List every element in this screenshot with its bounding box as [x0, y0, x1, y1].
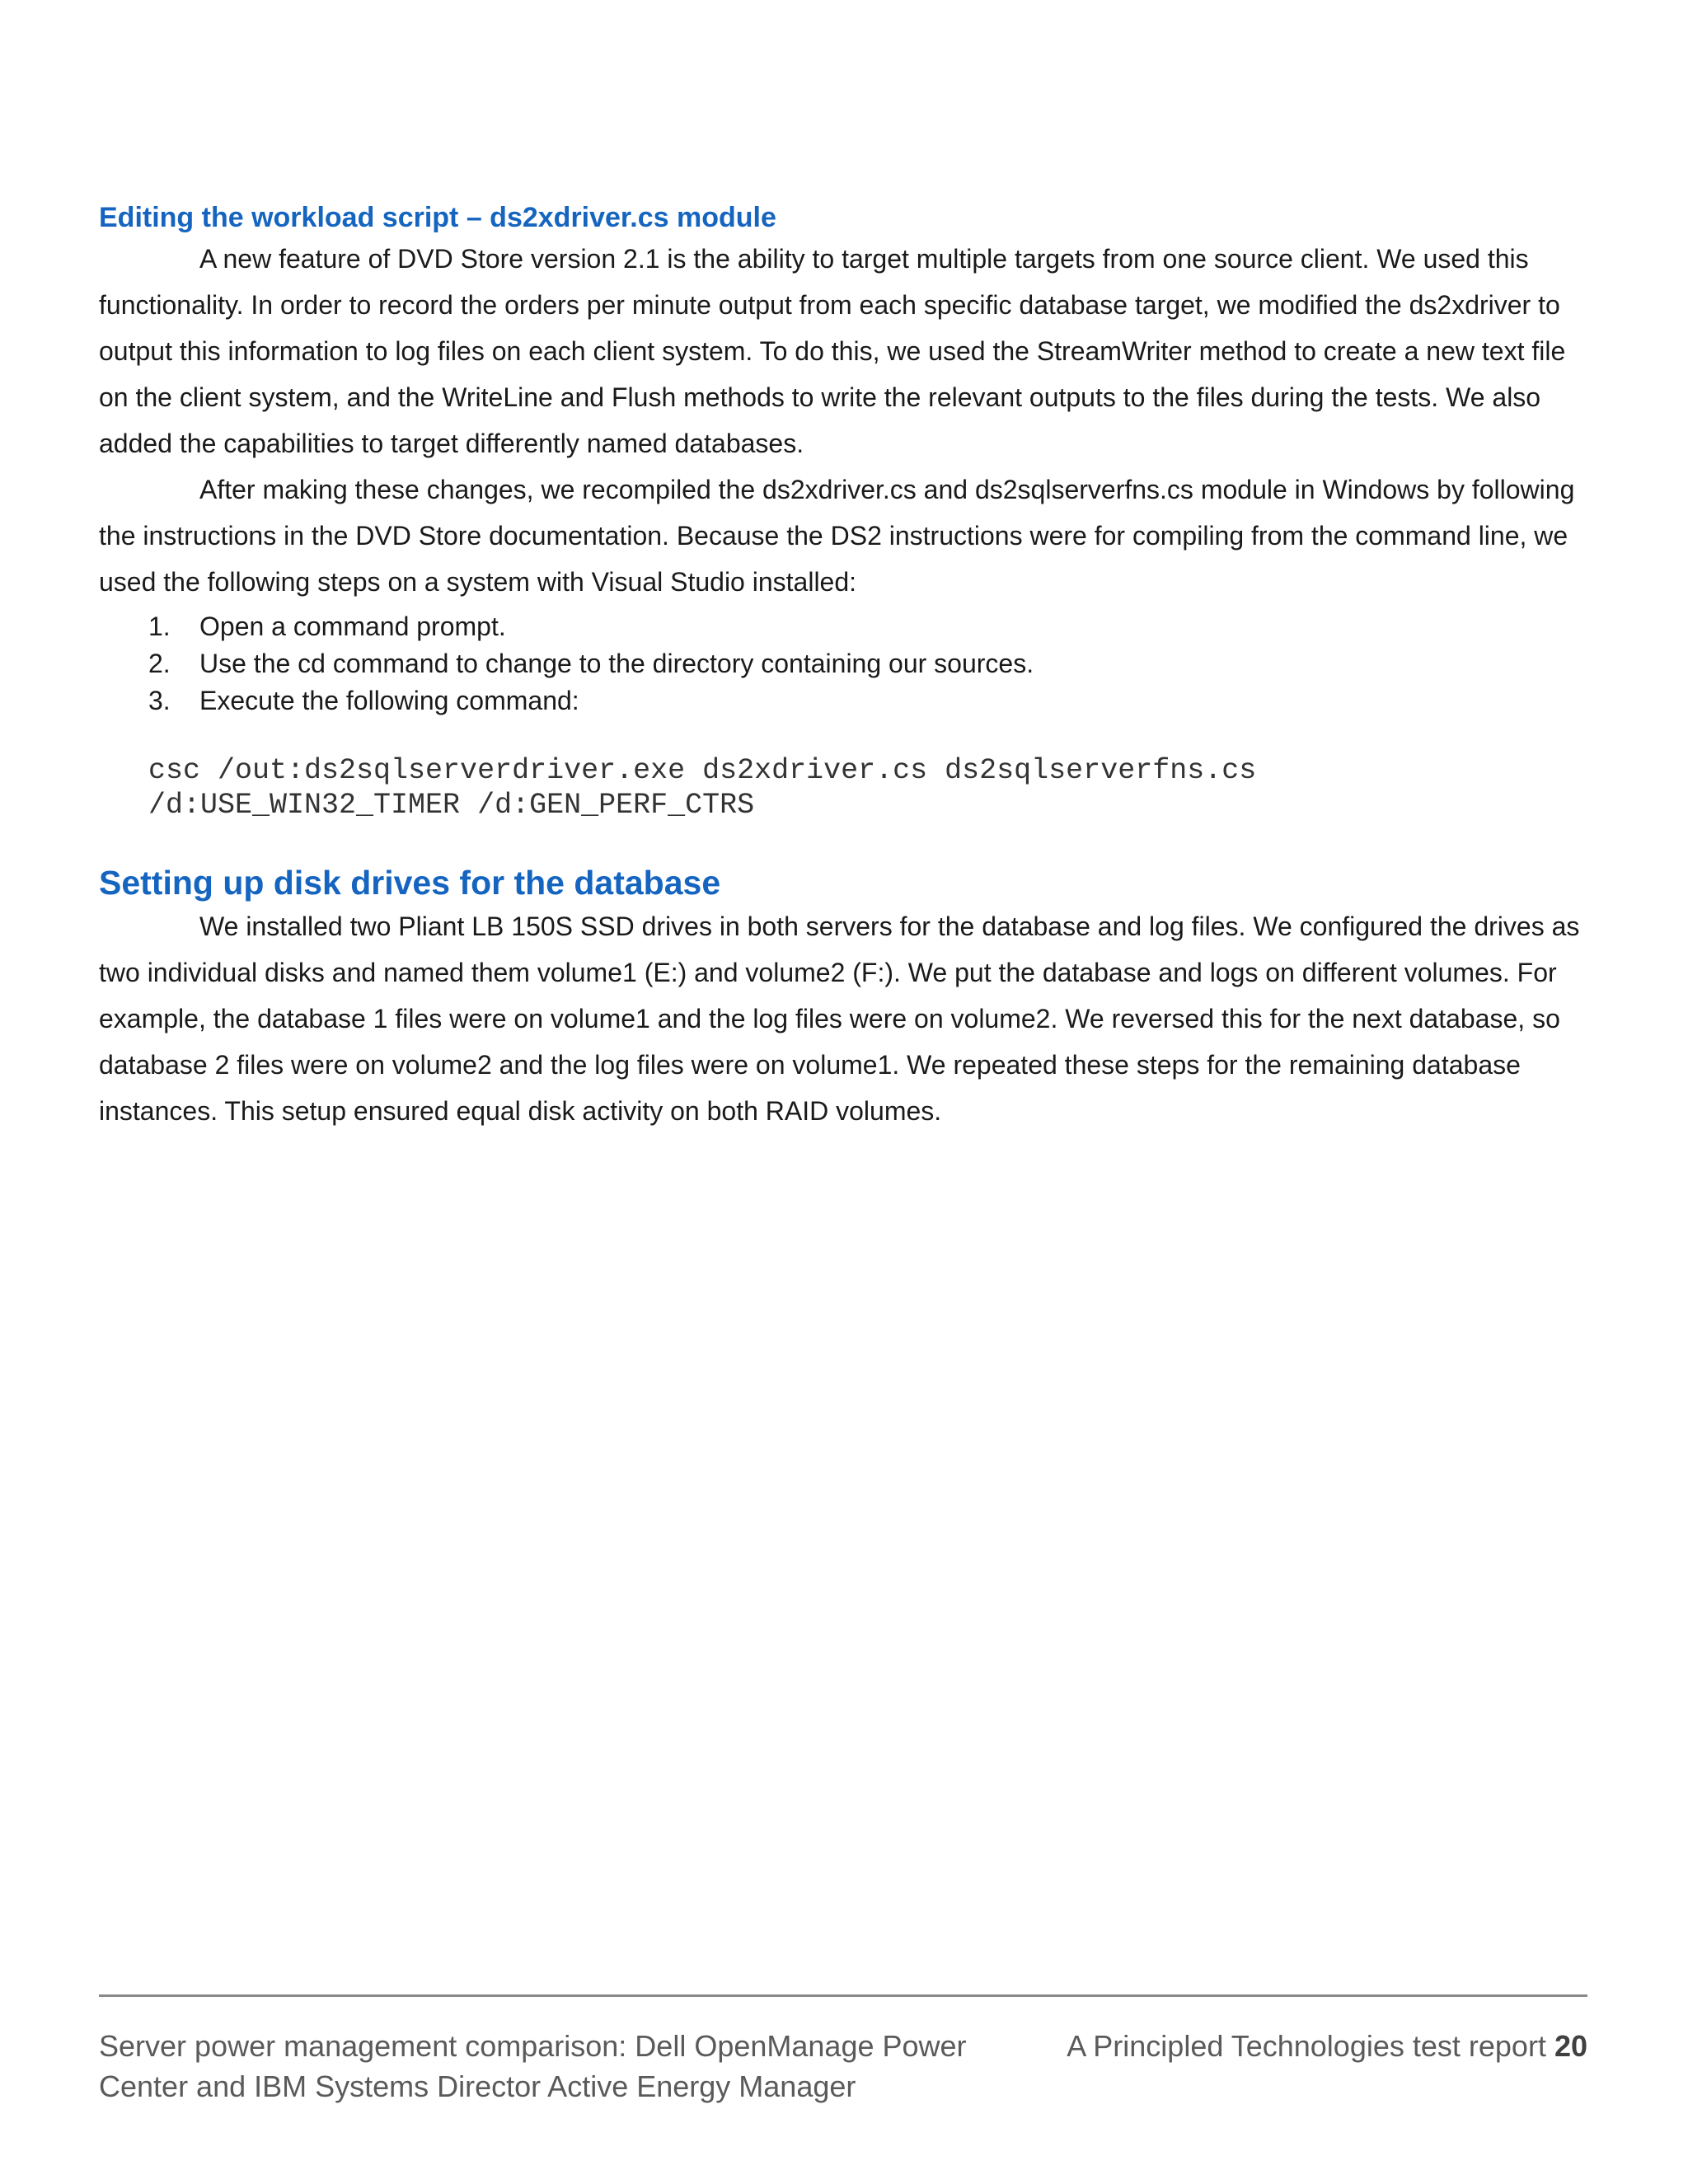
footer-report-title: Server power management comparison: Dell OpenManage Power Center and IBM Systems Director Active Energy Manager — [99, 2029, 967, 2103]
code-line: /d:USE_WIN32_TIMER /d:GEN_PERF_CTRS — [148, 789, 755, 822]
step-text: Execute the following command: — [199, 686, 579, 715]
paragraph-disk-setup: We installed two Pliant LB 150S SSD drives in both servers for the database and log files. We configured the drives as two individual disks and named them volume1 (E:) and volume2 (F:). We put the database and logs on different volumes. For example, the database 1 files were on volume1 and the log files were on volume2. We reversed this for the next database, so database 2 files were on volume2 and the log files were on volume1. We repeated these steps for the remaining database instances. This setup ensured equal disk activity on both RAID volumes. — [99, 912, 1580, 1126]
step-text: Open a command prompt. — [199, 612, 506, 641]
footer-report-label: A Principled Technologies test report — [1067, 2029, 1546, 2063]
document-page — [99, 0, 1587, 2184]
section-heading-editing-workload-script: Editing the workload script – ds2xdriver.cs module — [99, 202, 776, 233]
list-item — [99, 608, 1034, 645]
list-item — [99, 682, 1034, 719]
paragraph-new-feature: A new feature of DVD Store version 2.1 is the ability to target multiple targets from one source client. We used this functionality. In order to record the orders per minute output from each specific database target, we modified the ds2xdriver to output this information to log files on each client system. To do this, we used the StreamWriter method to create a new text file on the client system, and the WriteLine and Flush methods to write the relevant outputs to the files during the tests. We also added the capabilities to target differently named databases. — [99, 244, 1566, 458]
list-item — [99, 645, 1034, 682]
footer-divider — [99, 1994, 1587, 1997]
code-line: csc /out:ds2sqlserverdriver.exe ds2xdriver.cs ds2sqlserverfns.cs — [148, 754, 1257, 787]
paragraph-recompile: After making these changes, we recompiled the ds2xdriver.cs and ds2sqlserverfns.cs module in Windows by following the instructions in the DVD Store documentation. Because the DS2 instructions were for compiling from the command line, we used the following steps on a system with Visual Studio installed: — [99, 475, 1575, 597]
step-number: 3. — [148, 686, 171, 715]
steps-list — [99, 608, 1034, 719]
step-number: 1. — [148, 612, 171, 641]
code-block — [148, 753, 1256, 823]
footer-report-credit — [1067, 2026, 1587, 2066]
page-number: 20 — [1554, 2029, 1587, 2063]
step-number: 2. — [148, 649, 171, 678]
step-text: Use the cd command to change to the directory containing our sources. — [199, 649, 1034, 678]
section-heading-disk-drives: Setting up disk drives for the database — [99, 864, 721, 902]
